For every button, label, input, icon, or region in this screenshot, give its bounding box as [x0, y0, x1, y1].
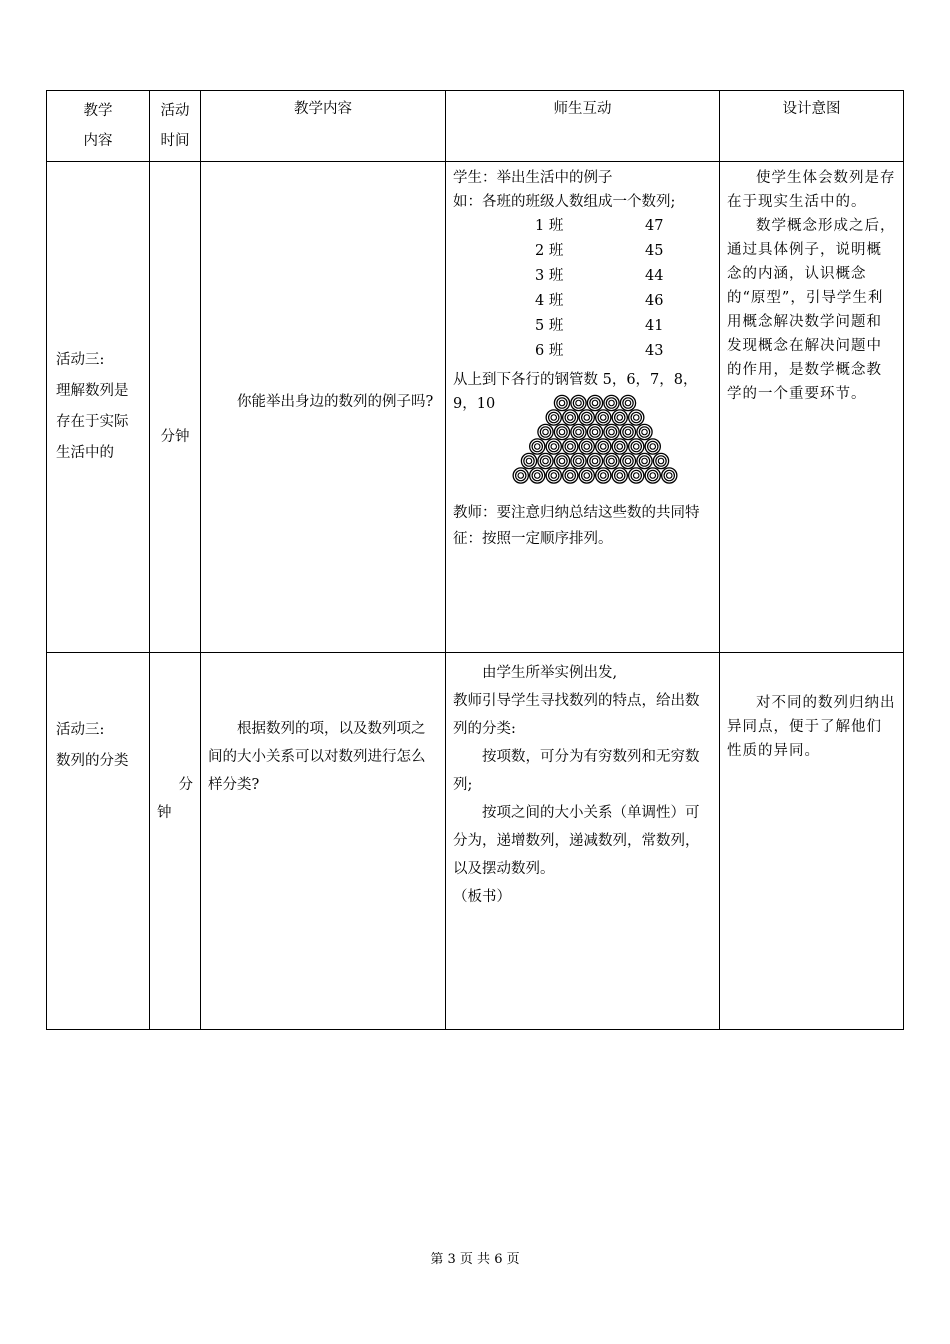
activity-line: 数列的分类	[56, 753, 129, 769]
pipe-icon	[662, 468, 677, 483]
header-teaching-content: 教学 内容	[47, 91, 150, 162]
pipe-icon	[604, 453, 619, 468]
teacher-note: 教师：要注意归纳总结这些数的共同特征：按照一定顺序排列。	[453, 505, 700, 547]
pipe-icon	[596, 468, 611, 483]
activity-cell	[47, 653, 150, 1030]
activity-line: 活动三:	[56, 722, 105, 738]
pipe-icon	[571, 395, 586, 410]
pipe-icon	[604, 424, 619, 439]
pipe-icon	[563, 439, 578, 454]
interaction-cell	[446, 162, 720, 653]
class-row: 6 班 43	[535, 343, 664, 359]
student-prompt: 学生：举出生活中的例子	[453, 170, 613, 186]
content-cell	[201, 653, 446, 1030]
pipe-icon	[629, 410, 644, 425]
pipe-icon	[546, 439, 561, 454]
page-footer: 第 3 页 共 6 页	[430, 1252, 520, 1267]
pipe-icon	[579, 439, 594, 454]
steel-pipe-stack-figure	[505, 394, 685, 486]
pipe-icon	[620, 424, 635, 439]
pipe-icon	[629, 468, 644, 483]
pipe-icon	[530, 439, 545, 454]
activity-line: 存在于实际	[56, 414, 129, 430]
design-cell	[720, 162, 904, 653]
pipe-icon	[596, 439, 611, 454]
pipe-icon	[554, 453, 569, 468]
row-activity-real-life	[47, 162, 904, 653]
content-cell	[201, 162, 446, 653]
class-row: 5 班 41	[535, 318, 664, 334]
pipe-icon	[620, 453, 635, 468]
pipe-icon	[579, 468, 594, 483]
pipe-icon	[629, 439, 644, 454]
design-cell	[720, 653, 904, 1030]
pipe-icon	[612, 468, 627, 483]
class-size-list	[535, 214, 712, 364]
pipe-icon	[513, 468, 528, 483]
class-row: 1 班 47	[535, 218, 664, 234]
pipes-text-cont: 9，10	[453, 396, 496, 412]
pipe-icon	[546, 410, 561, 425]
time-line: 钟	[157, 805, 172, 821]
interaction-paragraph: 按项数，可分为有穷数列和无穷数列;	[453, 749, 700, 793]
activity-line: 理解数列是	[56, 383, 129, 399]
pipe-icon	[546, 468, 561, 483]
lesson-plan-table	[46, 90, 904, 1030]
pipe-icon	[645, 439, 660, 454]
example-intro: 如：各班的班级人数组成一个数列;	[453, 194, 676, 210]
pipe-icon	[587, 453, 602, 468]
pipe-icon	[620, 395, 635, 410]
pipe-icon	[571, 424, 586, 439]
board-note: （板书）	[453, 889, 511, 905]
time-cell	[150, 653, 201, 1030]
pipe-icon	[587, 395, 602, 410]
pipe-icon	[554, 424, 569, 439]
pipe-icon	[571, 453, 586, 468]
design-paragraph: 数学概念形成之后，通过具体例子，说明概念的内涵，认识概念的“原型”，引导学生利用概念解决数学问题和发现概念在解决问题中的作用，是数学概念教学的一个重要环节。	[727, 218, 896, 402]
pipe-icon	[612, 439, 627, 454]
interaction-cell	[446, 653, 720, 1030]
design-paragraph: 使学生体会数列是存在于现实生活中的。	[727, 170, 896, 210]
interaction-paragraph: 教师引导学生寻找数列的特点，给出数列的分类:	[453, 693, 700, 737]
class-row: 2 班 45	[535, 243, 664, 259]
pipe-icon	[538, 424, 553, 439]
header-row	[47, 91, 904, 162]
row-activity-classification	[47, 653, 904, 1030]
pipe-icon	[579, 410, 594, 425]
activity-line: 活动三:	[56, 352, 105, 368]
header-content: 教学内容	[201, 91, 446, 162]
pipe-icon	[596, 410, 611, 425]
time-line: 分	[178, 777, 193, 793]
pipe-icon	[587, 424, 602, 439]
pipe-icon	[521, 453, 536, 468]
activity-cell	[47, 162, 150, 653]
pipe-icon	[612, 410, 627, 425]
header-interaction: 师生互动	[446, 91, 720, 162]
header-design: 设计意图	[720, 91, 904, 162]
pipes-text: 从上到下各行的钢管数 5，6，7，8，	[453, 372, 698, 388]
class-row: 3 班 44	[535, 268, 664, 284]
pipe-icon	[637, 424, 652, 439]
pipe-icon	[563, 468, 578, 483]
pipe-icon	[653, 453, 668, 468]
interaction-paragraph: 由学生所举实例出发,	[482, 665, 618, 681]
activity-line: 生活中的	[56, 445, 114, 461]
pipe-icon	[563, 410, 578, 425]
design-paragraph: 对不同的数列归纳出异同点，便于了解他们性质的异同。	[727, 695, 896, 759]
header-activity-time: 活动 时间	[150, 91, 201, 162]
pipe-icon	[554, 395, 569, 410]
pipe-icon	[645, 468, 660, 483]
interaction-paragraph: 按项之间的大小关系（单调性）可分为，递增数列，递减数列，常数列，以及摆动数列。	[453, 805, 700, 877]
pipe-icon	[604, 395, 619, 410]
time-cell: 分钟	[150, 162, 201, 653]
pipe-icon	[530, 468, 545, 483]
pipe-icon	[637, 453, 652, 468]
content-question: 根据数列的项，以及数列项之间的大小关系可以对数列进行怎么样分类?	[208, 721, 426, 793]
content-question: 你能举出身边的数列的例子吗?	[237, 394, 434, 410]
pipe-icon	[538, 453, 553, 468]
class-row: 4 班 46	[535, 293, 664, 309]
